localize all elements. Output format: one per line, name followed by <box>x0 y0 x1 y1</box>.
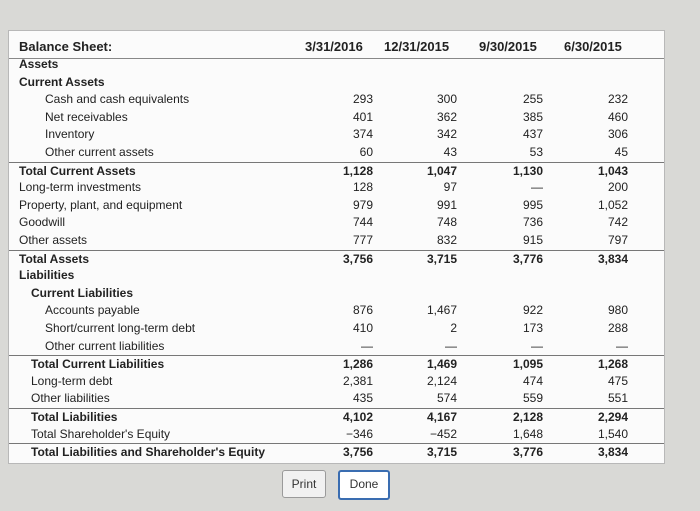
col-header-3-31-2016: 3/31/2016 <box>305 39 363 54</box>
row-value: 2 <box>450 321 457 335</box>
row-value: 232 <box>607 92 628 107</box>
row-value: 342 <box>436 127 457 142</box>
row-label: Goodwill <box>19 215 66 230</box>
row-label: Short/current long-term debt <box>45 321 196 335</box>
row-value: 3,834 <box>597 445 628 460</box>
row-value: 2,294 <box>597 410 628 424</box>
row-value: 1,128 <box>342 163 373 178</box>
col-header-9-30-2015: 9/30/2015 <box>479 39 537 54</box>
row-label: Long-term debt <box>31 373 113 388</box>
row-value: 4,167 <box>426 410 457 424</box>
row-label: Liabilities <box>19 268 75 283</box>
row-value: 437 <box>522 127 543 142</box>
row-value: 1,469 <box>426 357 457 372</box>
row-value: −346 <box>345 426 373 441</box>
row-value: 915 <box>522 233 543 247</box>
row-value: 128 <box>352 180 373 195</box>
table-row <box>9 56 664 74</box>
row-label: Other assets <box>19 233 88 247</box>
row-value: 1,047 <box>426 163 457 178</box>
row-value: −452 <box>429 426 457 441</box>
row-label: Current Assets <box>19 74 105 89</box>
row-value: 797 <box>607 233 628 247</box>
row-value: 460 <box>607 109 628 124</box>
row-value: 748 <box>436 215 457 230</box>
row-value: 3,715 <box>426 445 457 460</box>
table-row <box>9 443 664 462</box>
row-label: Total Liabilities and Shareholder's Equity <box>31 445 266 460</box>
col-header-6-30-2015: 6/30/2015 <box>564 39 622 54</box>
done-button[interactable]: Done <box>338 470 390 500</box>
row-value: 551 <box>607 391 628 406</box>
row-value: 559 <box>522 391 543 406</box>
row-value: — <box>616 338 628 353</box>
row-label: Assets <box>19 57 59 71</box>
row-label: Property, plant, and equipment <box>19 197 183 212</box>
row-value: 876 <box>352 303 373 318</box>
row-value: 3,776 <box>512 445 543 460</box>
table-row <box>9 144 664 162</box>
table-row <box>9 408 664 427</box>
balance-sheet-panel <box>8 30 665 464</box>
row-value: 200 <box>607 180 628 195</box>
table-row <box>9 162 664 181</box>
table-row <box>9 373 664 391</box>
table-row <box>9 355 664 374</box>
row-value: 293 <box>352 92 373 107</box>
table-row <box>9 197 664 215</box>
row-value: 362 <box>436 109 457 124</box>
table-row <box>9 320 664 338</box>
table-row <box>9 91 664 109</box>
row-value: 832 <box>436 233 457 247</box>
table-row <box>9 126 664 144</box>
row-label: Total Current Liabilities <box>31 357 165 372</box>
row-value: 3,756 <box>342 445 373 460</box>
row-value: 1,467 <box>426 303 457 318</box>
row-value: — <box>531 338 543 353</box>
table-row <box>9 267 664 285</box>
row-value: 1,286 <box>342 357 373 372</box>
row-label: Total Liabilities <box>31 410 118 424</box>
row-value: 4,102 <box>342 410 373 424</box>
row-value: 288 <box>607 321 628 335</box>
row-value: 3,715 <box>426 251 457 266</box>
table-row <box>9 109 664 127</box>
row-value: — <box>445 338 457 353</box>
row-value: 3,834 <box>597 251 628 266</box>
row-label: Other liabilities <box>31 391 110 406</box>
row-value: 43 <box>443 145 457 159</box>
row-value: — <box>361 338 373 353</box>
row-value: 45 <box>614 145 628 159</box>
row-value: 736 <box>522 215 543 230</box>
row-value: 2,128 <box>512 410 543 424</box>
table-row <box>9 250 664 269</box>
row-value: 2,124 <box>426 373 457 388</box>
row-value: 475 <box>607 373 628 388</box>
row-value: 410 <box>352 321 373 335</box>
row-value: 1,268 <box>597 357 628 372</box>
table-row <box>9 214 664 232</box>
row-value: 401 <box>352 109 373 124</box>
row-value: 3,756 <box>342 251 373 266</box>
balance-sheet-title: Balance Sheet: <box>19 39 113 54</box>
row-value: 1,043 <box>597 163 628 178</box>
row-value: 922 <box>522 303 543 318</box>
table-row <box>9 426 664 444</box>
col-header-12-31-2015: 12/31/2015 <box>384 39 450 54</box>
row-value: 374 <box>352 127 373 142</box>
row-label: Other current liabilities <box>45 338 165 353</box>
row-value: 2,381 <box>342 373 373 388</box>
row-label: Total Assets <box>19 251 90 266</box>
table-row <box>9 338 664 356</box>
table-row <box>9 302 664 320</box>
row-value: 995 <box>522 197 543 212</box>
row-label: Long-term investments <box>19 180 142 195</box>
row-value: — <box>531 180 543 195</box>
table-row <box>9 390 664 408</box>
row-value: 173 <box>522 321 543 335</box>
row-value: 385 <box>522 109 543 124</box>
row-value: 97 <box>443 180 457 195</box>
row-label: Current Liabilities <box>31 285 134 300</box>
table-row <box>9 285 664 303</box>
row-value: 742 <box>607 215 628 230</box>
row-value: 300 <box>436 92 457 107</box>
row-value: 1,052 <box>597 197 628 212</box>
row-value: 744 <box>352 215 373 230</box>
row-value: 1,130 <box>512 163 543 178</box>
row-value: 53 <box>529 145 543 159</box>
row-value: 255 <box>522 92 543 107</box>
row-label: Inventory <box>45 127 95 142</box>
row-value: 574 <box>436 391 457 406</box>
row-value: 306 <box>607 127 628 142</box>
print-button[interactable]: Print <box>282 470 326 498</box>
row-value: 60 <box>359 145 373 159</box>
row-value: 979 <box>352 197 373 212</box>
row-label: Total Shareholder's Equity <box>31 426 171 441</box>
row-value: 435 <box>352 391 373 406</box>
row-label: Net receivables <box>45 109 128 124</box>
row-label: Other current assets <box>45 145 154 159</box>
row-value: 1,540 <box>597 426 628 441</box>
row-value: 991 <box>436 197 457 212</box>
table-row <box>9 179 664 197</box>
row-value: 474 <box>522 373 543 388</box>
row-label: Total Current Assets <box>19 163 136 178</box>
table-row <box>9 74 664 92</box>
row-value: 1,095 <box>512 357 543 372</box>
row-value: 980 <box>607 303 628 318</box>
row-value: 1,648 <box>512 426 543 441</box>
row-label: Accounts payable <box>45 303 140 318</box>
row-value: 3,776 <box>512 251 543 266</box>
row-label: Cash and cash equivalents <box>45 92 190 107</box>
table-row <box>9 232 664 250</box>
row-value: 777 <box>352 233 373 247</box>
